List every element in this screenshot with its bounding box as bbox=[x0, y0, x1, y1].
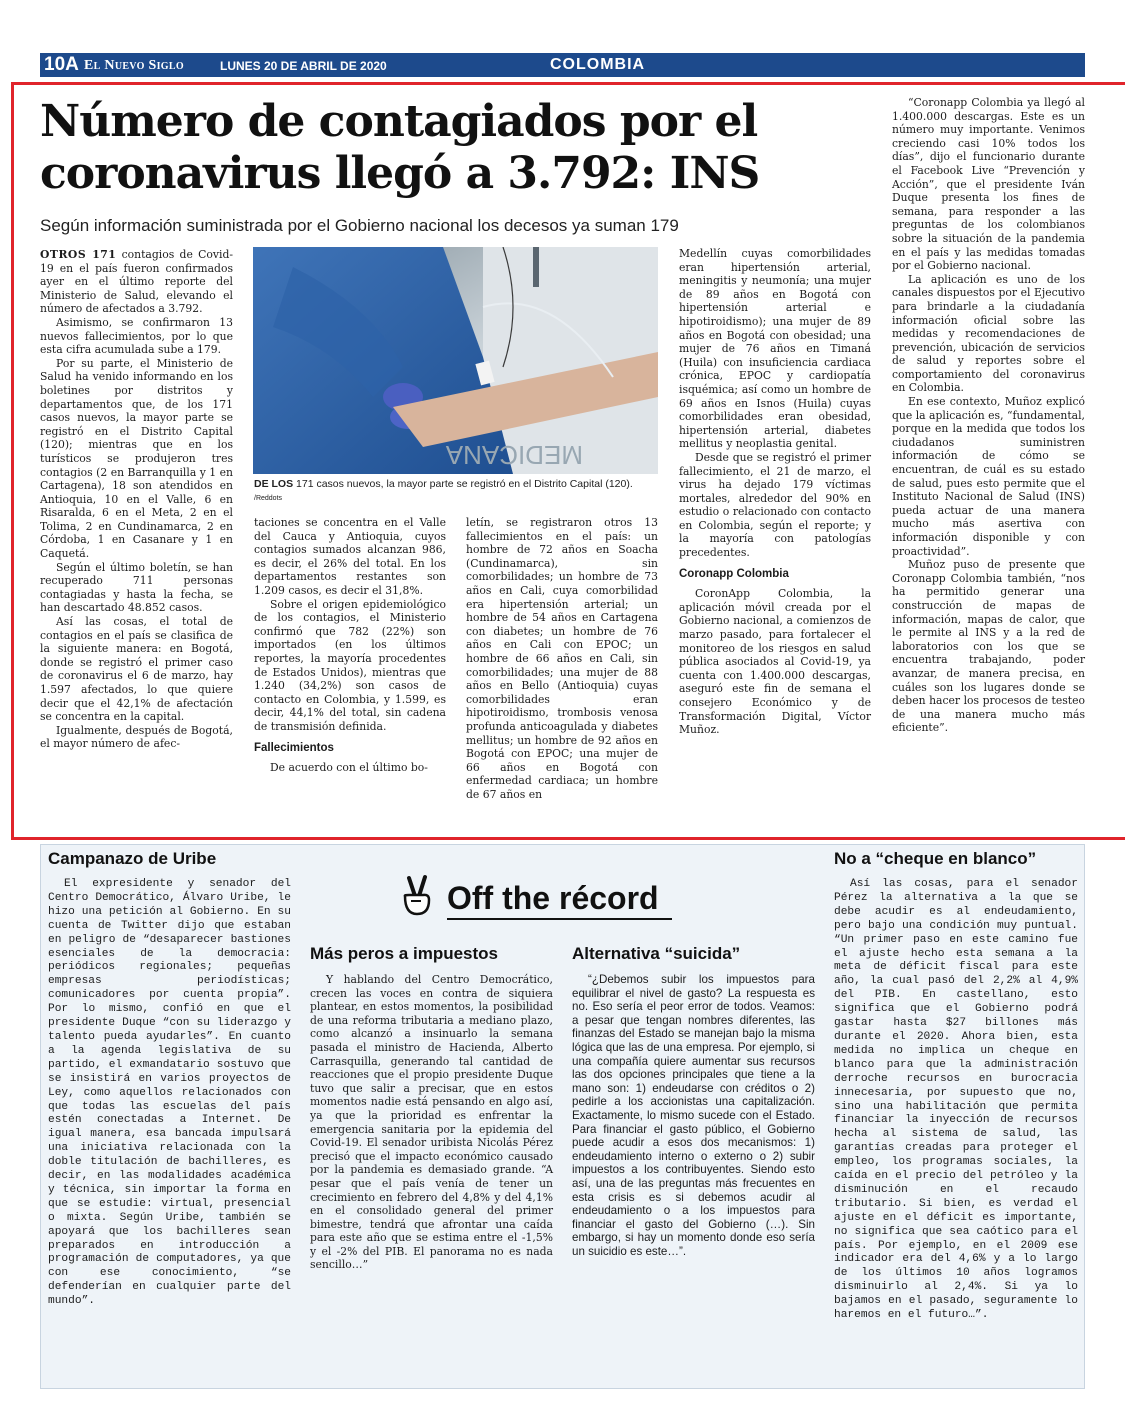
otr-column-2 bbox=[310, 973, 553, 1272]
photo-watermark-text: MEDICANA bbox=[445, 440, 583, 470]
article-subtitle: Según información suministrada por el Gobierno nacional los decesos ya suman 179 bbox=[40, 216, 679, 235]
paragraph: El expresidente y senador del Centro Democrático, Álvaro Uribe, le hizo una petición al Gobierno. En su cuenta de Twitter dijo que estaban en peligro de “desaparecer bastiones esenciales de la democracia: periódicos regionales; pequeñas empresas periodísticas; comunicadores por cuenta propia”. Por lo mismo, confió en que el presidente Duque “con su liderazgo y talento pueda ayudarles”. En cuanto a la agenda legislativa de su partido, el exmandatario sostuvo que se insistirá en varios proyectos de Ley, como aquellos relacionados con que todas las escuelas del país estén conectadas a Internet. De igual manera, esa bancada impulsará una iniciativa relacionada con la doble titulación de bachilleres, es decir, en las modalidades académica y técnica, sin importar la forma en que se estudie: virtual, presencial o mixta. Según Uribe, también se apoyará que los bachilleres sean preparados en introducción a programación de computadores, ya que con ese conocimiento, “se defenderían en cualquier parte del mundo”. bbox=[48, 878, 291, 1308]
section-name: COLOMBIA bbox=[550, 56, 646, 73]
paragraph: Según el último boletín, se han recuperado 711 personas contagiadas y hasta la fecha, se han descartado 48.852 casos. bbox=[40, 560, 233, 615]
paragraph: La aplicación es uno de los canales dispuestos por el Ejecutivo para brindarle a la ciudadanía información oficial sobre las medidas y recomendaciones de prevención, ubicación de servicios de salud y reportes sobre el comportamiento del coronavirus en Colombia. bbox=[892, 272, 1085, 395]
headline-line-1: Número de contagiados por el bbox=[40, 96, 758, 147]
article-column-4 bbox=[679, 247, 871, 737]
otr-heading-suicida: Alternativa “suicida” bbox=[572, 944, 741, 963]
otr-column-3 bbox=[572, 973, 815, 1258]
paragraph: Asimismo, se confirmaron 13 nuevos fallecimientos, por lo que esta cifra acumulada sube a 179. bbox=[40, 315, 233, 357]
otr-heading-campanazo: Campanazo de Uribe bbox=[48, 849, 217, 868]
off-the-record-heading: Off the récord bbox=[447, 880, 659, 916]
caption-lead: DE LOS bbox=[254, 478, 294, 490]
photo-caption bbox=[254, 478, 658, 505]
paragraph: taciones se concentra en el Valle del Cauca y Antioquia, cuyos contagios sumados alcanzan 986, es decir, el 26% del total. En los departamentos restantes son 1.209 casos, es decir el 31,8%. bbox=[254, 516, 446, 597]
otr-column-1 bbox=[48, 878, 291, 1309]
otr-heading-impuestos: Más peros a impuestos bbox=[310, 944, 499, 963]
hospital-photo-image bbox=[253, 247, 658, 474]
otr-heading-cheque: No a “cheque en blanco” bbox=[834, 849, 1037, 868]
paragraph: Por su parte, el Ministerio de Salud ha venido informando en los boletines por distritos y departamentos que, de los 171 casos nuevos, la mayor parte se registró en el Distrito Capital (120); mientras que en los turísticos se produjeron tres contagios (2 en Barranquilla y 1 en Cartagena), 18 son atendidos en Antioquia, 10 en el Valle, 6 en Risaralda, 6 en el Meta, 2 en el Tolima, 2 en Cundinamarca, 2 en Córdoba, 1 en Casanare y 1 en Caquetá. bbox=[40, 356, 233, 561]
victory-hand-icon bbox=[395, 874, 439, 918]
subheading-fallecimientos: Fallecimientos bbox=[254, 741, 334, 754]
lead-paragraph bbox=[40, 248, 233, 316]
paragraph: Medellín cuyas comorbilidades eran hipertensión arterial, meningitis y neumonía; una mujer de 89 años en Bogotá con hipertensión arterial e hipotiroidismo); una mujer de 89 años en Bogotá con obesidad; una mujer de 76 años en Timaná (Huila) con insuficiencia cardiaca crónica, EPOC y cardiopatía isquémica; así como un hombre de 69 años en Isnos (Huila) cuyas comorbilidades eran obesidad, hipertensión arterial, diabetes mellitus y neoplastia genital. bbox=[679, 247, 871, 451]
off-the-record-title bbox=[395, 870, 695, 920]
otr-column-4 bbox=[834, 878, 1078, 1323]
newspaper-name: El Nuevo Siglo bbox=[84, 58, 184, 73]
paragraph: Así las cosas, el total de contagios en el país se clasifica de la siguiente manera: en Bogotá, donde se registró el primer caso de coronavirus el 6 de marzo, hay 1.597 afectados, lo que quiere decir que el 42,1% de afectación se concentra en la capital. bbox=[40, 615, 233, 724]
paragraph: Muñoz puso de presente que Coronapp Colombia también, “nos ha permitido generar una construcción de mapas de información, mapas de calor, que le permite al INS y a la red de laboratorios con los que se encuentra trabajando, poder avanzar, de manera precisa, en cuáles son los lugares donde se deben hacer los procesos de testeo de una manera mucho más eficiente”. bbox=[892, 558, 1085, 735]
article-column-3 bbox=[466, 516, 658, 801]
article-photo bbox=[253, 247, 658, 474]
masthead bbox=[40, 53, 1085, 77]
headline-line-2: coronavirus llegó a 3.792: INS bbox=[40, 148, 760, 199]
issue-date: LUNES 20 DE ABRIL DE 2020 bbox=[220, 59, 387, 73]
article-column-1 bbox=[40, 248, 233, 751]
photo-credit: /Reddots bbox=[254, 495, 283, 502]
paragraph: En ese contexto, Muñoz explicó que la aplicación es, “fundamental, porque en la medida que todos los ciudadanos suministren información de cómo se encuentran, de cuál es su estado de salud, pues esto permite que el Instituto Nacional de Salud (INS) pueda actuar de una manera mucho más asertiva con información disponible y con proactividad”. bbox=[892, 395, 1085, 558]
paragraph: Sobre el origen epidemiológico de los contagios, el Ministerio confirmó que 782 (22%) son importados (en los últimos reportes, la mayoría procedentes de Estados Unidos), mientras que 1.240 (34,2%) son casos de contacto en Colombia, y 1.599, es decir, 44,1% del total, sin cadena de transmisión definida. bbox=[254, 597, 446, 733]
paragraph: Así las cosas, para el senador Pérez la alternativa a la que se debe acudir es al endeudamiento, pero bajo una condición muy puntual. “Un primer paso en este camino fue el ajuste hecho esta semana a la meta de déficit fiscal para este año, la cual pasó del 2,2% al 4,9% del PIB. En castellano, esto significa que el Gobierno podrá gastar hasta $27 billones más durante el 2020. Ahora bien, esta medida no implica un cheque en blanco para que la administración derroche recursos en burocracia innecesaria, por supuesto que no, sino una habilitación que permita financiar la inyección de recursos hecha al sistema de salud, las garantías creadas para proteger el empleo, los programas sociales, la caída en el precio del petróleo y la disminución en el recaudo tributario. Si bien, es verdad el ajuste en el déficit es importante, no significa que sea caótico para el país. Por ejemplo, en el 2009 ese indicador era del 4,6% y a lo largo de los últimos 10 años logramos disminuirlo al 2,4%. Si ya lo bajamos en el pasado, seguramente lo haremos en el futuro…”. bbox=[834, 878, 1078, 1322]
article-headline bbox=[40, 96, 870, 200]
paragraph: Desde que se registró el primer fallecimiento, el 21 de marzo, el virus ha dejado 179 víctimas mortales, alrededor del 90% en estudio o relacionado con contacto en Colombia, según el reporte; y la mayoría con patologías precedentes. bbox=[679, 450, 871, 560]
article-column-2 bbox=[254, 516, 446, 775]
paragraph: CoronApp Colombia, la aplicación móvil creada por el Gobierno nacional, a comienzos de marzo pasado, para fortalecer el monitoreo de los riesgos en salud pública asociados al Covid-19, ya cuenta con 1.400.000 descargas, aseguró este fin de semana el consejero Económico y de Transformación Digital, Víctor Muñoz. bbox=[679, 587, 871, 737]
lead-word: OTROS 171 bbox=[40, 248, 117, 261]
paragraph: contagios de Covid-19 en el país fueron confirmados ayer en el último reporte del Ministerio de Salud, elevando el número de afectados a 3.792. bbox=[40, 248, 234, 316]
paragraph: “Coronapp Colombia ya llegó al 1.400.000 descargas. Este es un número muy importante. Venimos creciendo casi 10% todos los días”, dijo el funcionario durante el Facebook Live “Prevención y Acción”, que el presidente Iván Duque presenta los fines de semana, para responder a las preguntas de los colombianos sobre la situación de la pandemia en el país y las medidas tomadas por el Gobierno nacional. bbox=[892, 96, 1085, 273]
page-number: 10A bbox=[44, 54, 79, 75]
caption-text: 171 casos nuevos, la mayor parte se registró en el Distrito Capital (120). bbox=[293, 478, 633, 490]
subheading-coronapp: Coronapp Colombia bbox=[679, 567, 789, 580]
paragraph: Igualmente, después de Bogotá, el mayor número de afec- bbox=[40, 723, 233, 751]
paragraph: Y hablando del Centro Democrático, crecen las voces en contra de siquiera plantear, en estos momentos, la posibilidad de una reforma tributaria a mediano plazo, como alcanzó a insinuarlo la semana pasada el ministro de Hacienda, Alberto Carrasquilla, generando tal cantidad de reacciones que el propio presidente Duque tuvo que salir a precisar, que en estos momentos nadie está pensando en algo así, ya que la prioridad es enfrentar la emergencia sanitaria por la epidemia del Covid-19. El senador uribista Nicolás Pérez precisó que el impacto económico causado por la pandemia es demasiado grande. “A pesar que el país venía de tener un crecimiento en febrero del 4,8% y del 4,1% en el consolidado general del primer bimestre, tendrá que afrontar una caída para este año que se estima entre el -1,5% y el -2% del PIB. El panorama no es nada sencillo…” bbox=[310, 973, 553, 1272]
paragraph: De acuerdo con el último bo- bbox=[270, 761, 428, 775]
paragraph: “¿Debemos subir los impuestos para equilibrar el nivel de gasto? La respuesta es no. Eso sería el peor error de todos. Veamos: a pesar que tengan nombres diferentes, las finanzas del Estado se manejan bajo la misma lógica que las de una empresa. Por ejemplo, si una compañía quiere aumentar sus recursos las dos opciones principales que tiene a la mano son: 1) endeudarse con créditos o 2) pedirle a los accionistas una capitalización. Exactamente, lo mismo sucede con el Estado. Para financiar el gasto público, el Gobierno puede acudir a esos dos mecanismos: 1) endeudamiento interno o externo o 2) subir impuestos a los contribuyentes. Siendo esto así, una de las preguntas más frecuentes en esta crisis es si debemos acudir al endeudamiento o a los impuestos para financiar el gasto del Gobierno (…). Sin embargo, si hay un momento donde eso sería un suicidio es este…”. bbox=[572, 973, 815, 1258]
paragraph: letín, se registraron otros 13 fallecimientos en el país: un hombre de 72 años en Soacha (Cundinamarca), sin comorbilidades; un hombre de 73 años en Cali, cuya comorbilidad era hipertensión arterial; un hombre de 54 años en Cartagena con diabetes; un hombre de 76 años en Cali con EPOC; un hombre de 66 años en Cali, sin comorbilidades; una mujer de 88 años en Bello (Antioquia) cuyas comorbilidades eran hipotiroidismo, trombosis venosa profunda anticoagulada y diabetes mellitus; un hombre de 92 años en Bogotá con EPOC; una mujer de 66 años en Bogotá con enfermedad cardiaca; un hombre de 67 años en bbox=[466, 516, 658, 801]
title-underline bbox=[447, 918, 672, 920]
article-column-5 bbox=[892, 96, 1085, 735]
